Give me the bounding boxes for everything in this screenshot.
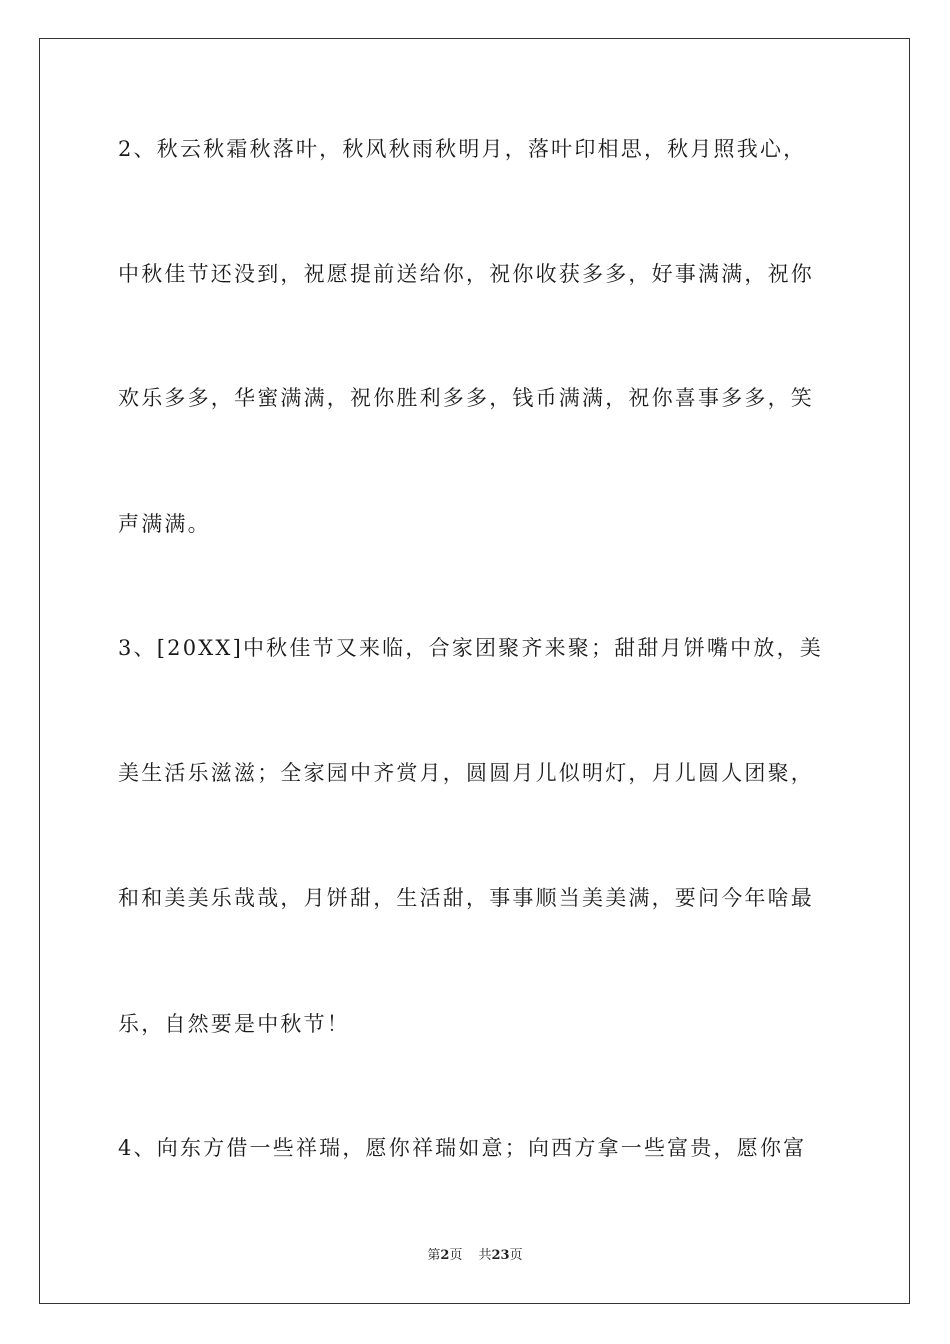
text-line-4: 声满满。 [118, 512, 211, 536]
page-frame [39, 38, 910, 1304]
text-line-8: 乐，自然要是中秋节！ [118, 1012, 350, 1036]
page-footer [0, 1247, 950, 1265]
total-suffix: 页 [509, 1248, 523, 1263]
text-line-2: 中秋佳节还没到，祝愿提前送给你，祝你收获多多，好事满满，祝你 [118, 262, 814, 286]
page-suffix: 页 [449, 1248, 463, 1263]
text-line-5: 3、[20XX]中秋佳节又来临，合家团聚齐来聚；甜甜月饼嘴中放，美 [118, 636, 823, 660]
text-line-1: 2、秋云秋霜秋落叶，秋风秋雨秋明月，落叶印相思，秋月照我心， [118, 137, 807, 161]
text-line-6: 美生活乐滋滋；全家园中齐赏月，圆圆月儿似明灯，月儿圆人团聚， [118, 761, 814, 785]
text-line-3: 欢乐多多，华蜜满满，祝你胜利多多，钱币满满，祝你喜事多多，笑 [118, 386, 814, 410]
page-number: 2 [440, 1248, 450, 1263]
total-prefix: 共 [478, 1248, 492, 1263]
page-prefix: 第 [427, 1248, 441, 1263]
total-pages: 23 [491, 1248, 510, 1263]
text-line-9: 4、向东方借一些祥瑞，愿你祥瑞如意；向西方拿一些富贵，愿你富 [118, 1136, 807, 1160]
text-line-7: 和和美美乐哉哉，月饼甜，生活甜，事事顺当美美满，要问今年啥最 [118, 886, 814, 910]
